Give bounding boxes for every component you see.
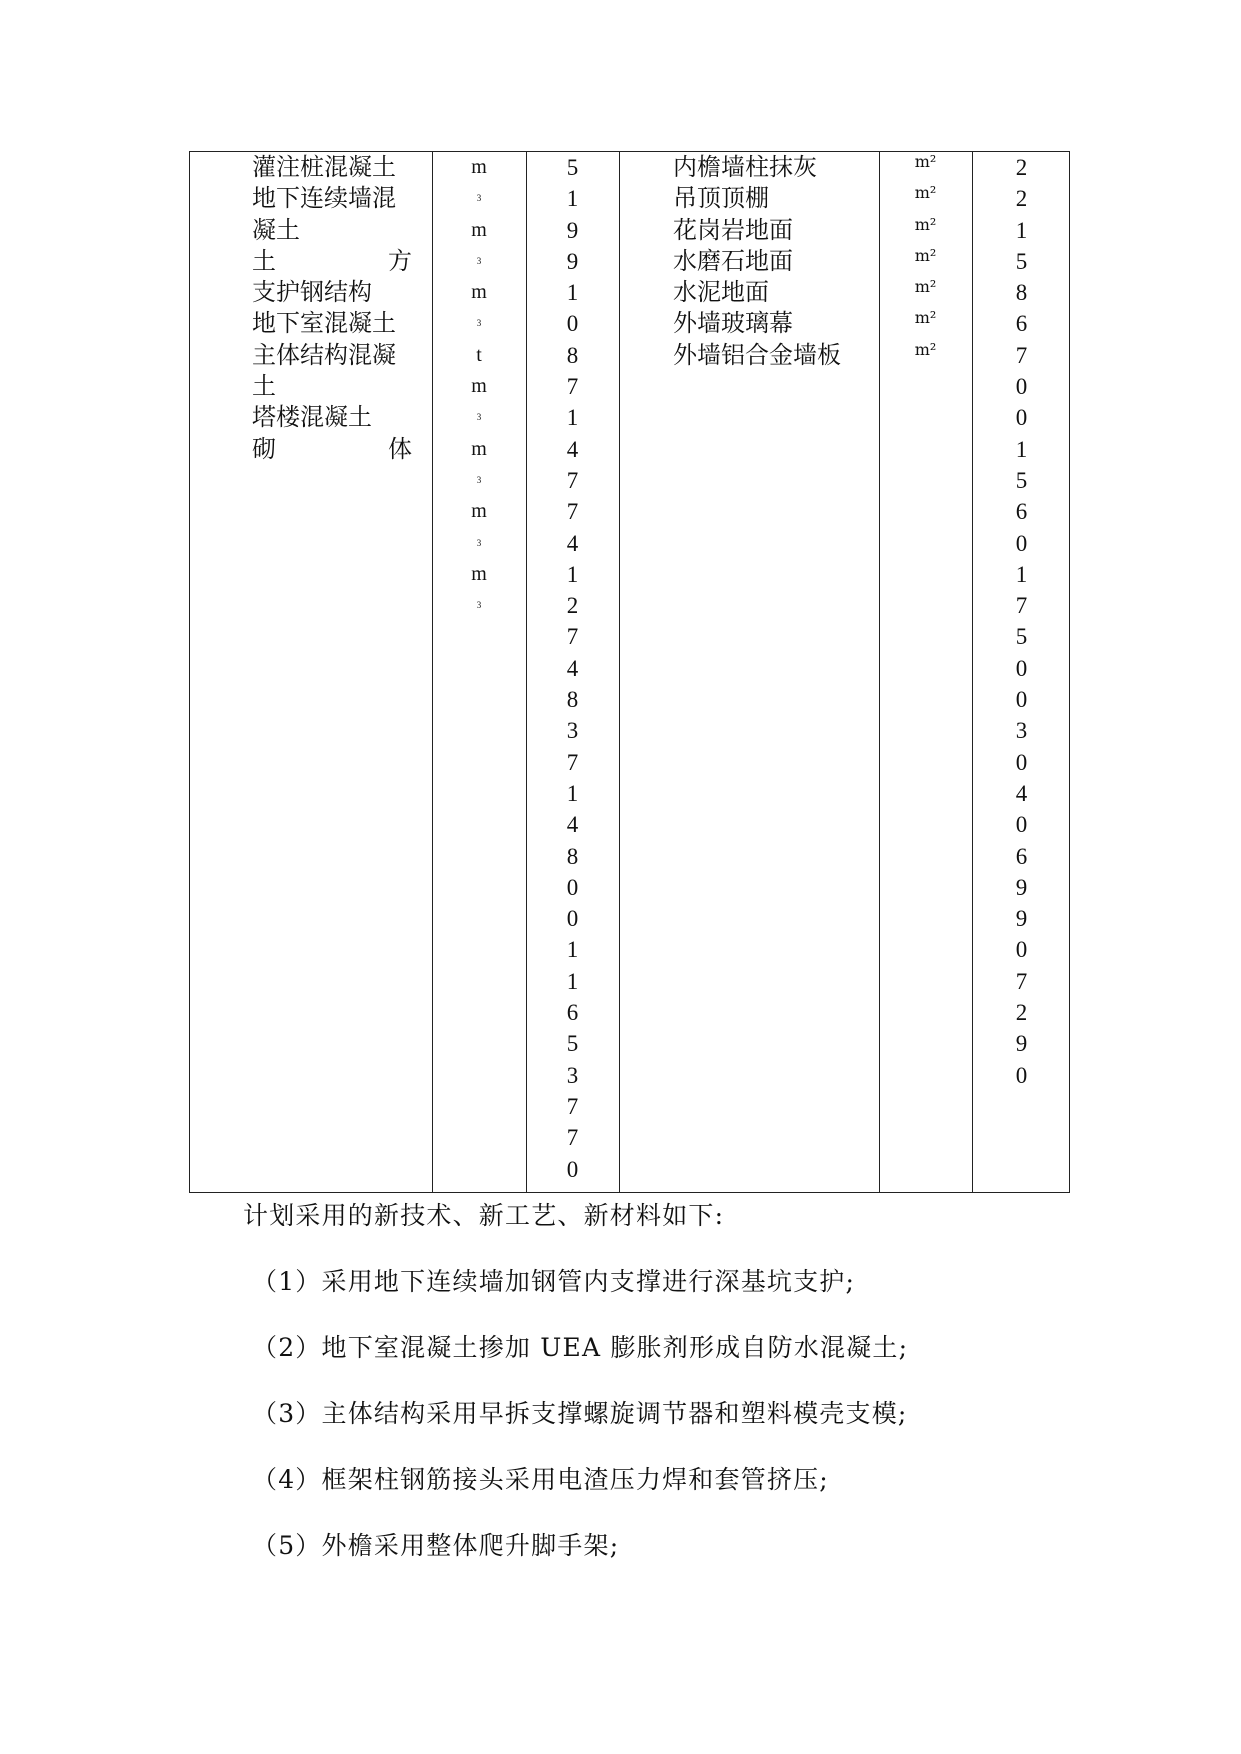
quantity-digit: 6: [1015, 499, 1028, 525]
unit-superscript: 3: [476, 255, 482, 266]
label-char: 砌: [252, 434, 276, 463]
quantity-digit: 9: [1015, 906, 1028, 932]
quantity-digit: 5: [566, 155, 579, 180]
unit-mark: [432, 371, 526, 402]
unit-mark: [432, 183, 526, 214]
quantity-digit: 6: [1015, 311, 1028, 337]
quantity-digit: 5: [566, 1031, 579, 1057]
item-label: 凝土: [252, 215, 300, 244]
left-unit-list: [432, 152, 526, 621]
item-label: [252, 246, 412, 277]
left-unit-column: [432, 152, 526, 621]
quantity-digit: 8: [566, 687, 579, 713]
item-label: 支护钢结构: [252, 278, 372, 307]
unit-mark: [432, 152, 526, 183]
item-label: 花岗岩地面: [673, 215, 793, 244]
list-item-1: （1）采用地下连续墙加钢管内支撑进行深基坑支护;: [252, 1267, 856, 1296]
item-label: 内檐墙柱抹灰: [673, 153, 817, 181]
item-label: 水泥地面: [673, 278, 769, 307]
quantity-digit: 1: [566, 186, 579, 212]
unit-text: m: [471, 156, 487, 178]
unit-text: m: [471, 218, 487, 241]
quantity-digit: 1: [566, 561, 579, 587]
unit-superscript: 3: [476, 474, 482, 485]
unit-text: m: [471, 281, 487, 304]
right-quantity-digits: [972, 152, 1071, 1091]
intro-paragraph: 计划采用的新技术、新工艺、新材料如下:: [243, 1201, 725, 1230]
item-label: 地下室混凝土: [252, 309, 396, 338]
list-item-2: （2）地下室混凝土掺加 UEA 膨胀剂形成自防水混凝土;: [252, 1333, 909, 1362]
quantity-digit: 0: [1015, 655, 1028, 681]
quantity-digit: 7: [566, 1093, 579, 1119]
unit-text: m: [471, 375, 487, 398]
quantity-digit: 0: [1015, 687, 1028, 713]
unit-mark: [432, 308, 526, 339]
unit-text: m: [471, 437, 487, 460]
left-item-list: [252, 152, 430, 465]
right-item-column: [673, 152, 879, 371]
quantity-digit: 0: [1015, 530, 1028, 556]
quantity-digit: 7: [1015, 968, 1028, 994]
unit-text: m²: [914, 339, 937, 359]
column-divider: [619, 152, 620, 1192]
quantity-digit: 9: [566, 217, 579, 243]
unit-superscript: 3: [476, 537, 482, 548]
unit-text: m²: [914, 152, 937, 171]
quantity-digit: 9: [1015, 1031, 1028, 1057]
quantity-digit: 7: [566, 467, 579, 493]
quantity-digit: 1: [566, 280, 579, 306]
quantity-digit: 0: [566, 1156, 579, 1182]
quantity-digit: 9: [1015, 874, 1028, 900]
unit-superscript: 3: [476, 412, 482, 423]
quantity-digit: 7: [566, 624, 579, 650]
right-quantity-column: [972, 152, 1071, 1091]
unit-mark: [432, 434, 526, 465]
list-item-4: （4）框架柱钢筋接头采用电渣压力焊和套管挤压;: [252, 1465, 829, 1494]
unit-mark: [432, 465, 526, 496]
quantity-digit: 6: [1015, 843, 1028, 869]
list-item-3: （3）主体结构采用早拆支撑螺旋调节器和塑料模壳支模;: [252, 1399, 908, 1428]
quantity-digit: 9: [566, 248, 579, 274]
unit-mark: [432, 528, 526, 559]
quantity-digit: 2: [566, 593, 579, 619]
unit-superscript: 3: [476, 318, 482, 329]
quantity-digit: 5: [1015, 467, 1028, 493]
quantity-digit: 7: [566, 749, 579, 775]
quantity-digit: 1: [566, 937, 579, 963]
quantity-digit: 1: [566, 968, 579, 994]
quantity-digit: 7: [566, 1125, 579, 1151]
quantity-digit: 4: [566, 655, 579, 681]
left-quantity-digits: [526, 152, 619, 1185]
quantity-digit: 3: [566, 1062, 579, 1088]
unit-text: m²: [914, 308, 937, 328]
list-item-5: （5）外檐采用整体爬升脚手架;: [252, 1531, 620, 1560]
unit-superscript: 3: [476, 193, 482, 204]
item-label: 水磨石地面: [673, 246, 793, 275]
item-label: 土: [252, 372, 276, 401]
unit-text: m²: [914, 214, 937, 234]
unit-text: m²: [914, 277, 937, 297]
item-label: 灌注桩混凝土: [252, 153, 396, 181]
unit-mark: [432, 559, 526, 590]
quantity-digit: 0: [1015, 749, 1028, 775]
quantity-digit: 0: [1015, 937, 1028, 963]
quantity-digit: 7: [566, 499, 579, 525]
quantity-digit: 8: [1015, 280, 1028, 306]
quantity-digit: 6: [566, 1000, 579, 1026]
quantity-digit: 4: [566, 530, 579, 556]
unit-mark: [432, 590, 526, 621]
left-quantity-column: [526, 152, 619, 1185]
quantity-digit: 1: [1015, 436, 1028, 462]
quantity-digit: 7: [566, 374, 579, 400]
unit-text: m²: [914, 183, 937, 203]
quantity-digit: 0: [1015, 405, 1028, 431]
unit-mark: [432, 340, 526, 371]
item-label: 地下连续墙混: [252, 184, 396, 213]
quantity-digit: 0: [566, 906, 579, 932]
quantity-digit: 8: [566, 342, 579, 368]
unit-mark: [432, 215, 526, 246]
quantity-digit: 1: [566, 780, 579, 806]
unit-mark: [432, 402, 526, 433]
quantity-table: [189, 151, 1070, 1193]
unit-superscript: 3: [476, 600, 482, 611]
label-char: 土: [252, 246, 276, 275]
quantity-digit: 3: [566, 718, 579, 744]
quantity-digit: 0: [566, 874, 579, 900]
label-char: 方: [388, 246, 412, 275]
quantity-digit: 4: [566, 436, 579, 462]
quantity-digit: 2: [1015, 186, 1028, 212]
quantity-digit: 5: [1015, 624, 1028, 650]
quantity-digit: 1: [1015, 561, 1028, 587]
quantity-digit: 2: [1015, 155, 1028, 180]
item-label: 塔楼混凝土: [252, 403, 372, 432]
quantity-digit: 1: [566, 405, 579, 431]
quantity-digit: 4: [566, 812, 579, 838]
right-item-list: [673, 152, 879, 371]
quantity-digit: 7: [1015, 342, 1028, 368]
right-unit-column: [879, 152, 972, 371]
unit-mark: [432, 246, 526, 277]
item-label: 吊顶顶棚: [673, 184, 769, 213]
item-label: 外墙玻璃幕: [673, 309, 793, 338]
item-label: [252, 434, 412, 465]
item-label: 外墙铝合金墙板: [673, 340, 841, 369]
quantity-digit: 0: [1015, 812, 1028, 838]
quantity-digit: 0: [1015, 374, 1028, 400]
unit-text: m: [471, 562, 487, 585]
unit-text: m: [471, 500, 487, 523]
item-label: 主体结构混凝: [252, 340, 396, 369]
quantity-digit: 1: [1015, 217, 1028, 243]
quantity-digit: 8: [566, 843, 579, 869]
quantity-digit: 7: [1015, 593, 1028, 619]
quantity-digit: 0: [566, 311, 579, 337]
quantity-digit: 3: [1015, 718, 1028, 744]
quantity-digit: 0: [1015, 1062, 1028, 1088]
quantity-digit: 2: [1015, 1000, 1028, 1026]
unit-mark: [432, 496, 526, 527]
unit-text: m²: [914, 245, 937, 265]
unit-text: t: [476, 343, 482, 366]
unit-mark: [432, 277, 526, 308]
left-item-column: [252, 152, 430, 465]
quantity-digit: 4: [1015, 780, 1028, 806]
right-unit-list: [879, 152, 972, 371]
quantity-digit: 5: [1015, 248, 1028, 274]
label-char: 体: [388, 434, 412, 463]
